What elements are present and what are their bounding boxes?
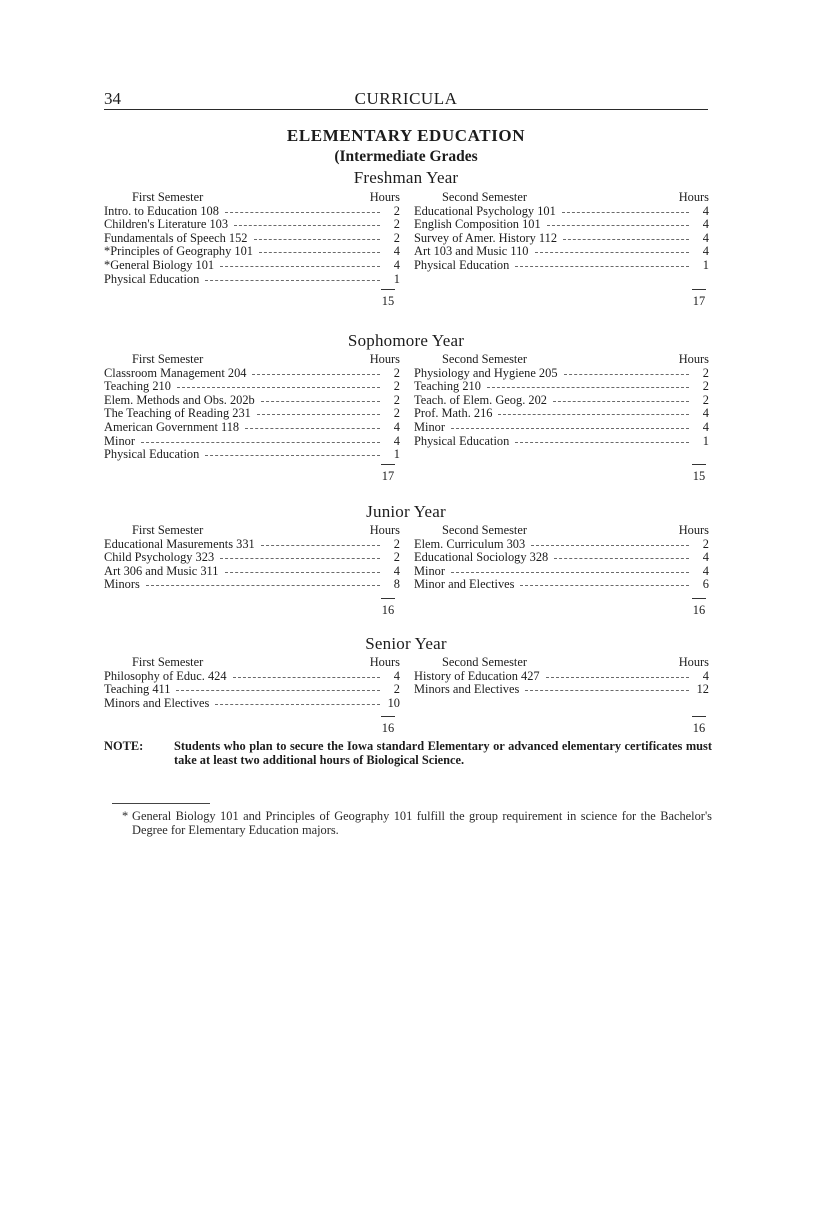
total-rule	[692, 289, 706, 290]
semester-label: First Semester	[132, 352, 204, 366]
course-hours: 4	[702, 231, 709, 245]
sophomore-second-semester	[414, 353, 709, 448]
course-row	[104, 273, 400, 287]
course-name: Minor	[414, 564, 445, 578]
semester-label: First Semester	[132, 190, 204, 204]
course-row	[414, 380, 709, 394]
hours-label: Hours	[369, 523, 400, 537]
course-name: Teaching 210	[104, 380, 171, 394]
hours-label: Hours	[678, 523, 709, 537]
course-row	[104, 394, 400, 408]
semester-header	[104, 191, 400, 205]
dot-leader	[451, 569, 689, 573]
course-name: Teaching 210	[414, 380, 481, 394]
dot-leader	[205, 452, 380, 456]
year-heading-sophomore: Sophomore Year	[347, 331, 465, 350]
running-head	[104, 89, 708, 110]
course-name: *Principles of Geography 101	[104, 245, 254, 259]
course-row	[104, 578, 400, 592]
hours-label: Hours	[678, 352, 709, 366]
senior-first-semester	[104, 656, 400, 710]
year-heading-senior: Senior Year	[365, 634, 447, 653]
course-hours: 2	[393, 218, 400, 232]
course-hours: 4	[702, 204, 709, 218]
course-row	[104, 421, 400, 435]
dot-leader	[146, 582, 380, 586]
course-name: Minors and Electives	[104, 696, 210, 710]
course-row	[414, 578, 709, 592]
note-label: NOTE:	[104, 739, 144, 753]
dot-leader	[252, 371, 380, 375]
course-row	[104, 670, 400, 684]
course-row	[414, 232, 709, 246]
dot-leader	[547, 222, 689, 226]
course-hours: 2	[702, 393, 709, 407]
course-hours: 8	[393, 578, 400, 592]
sophomore-first-semester	[104, 353, 400, 462]
course-name: Classroom Management 204	[104, 366, 247, 380]
course-hours: 1	[393, 448, 400, 462]
semester-label: Second Semester	[442, 352, 527, 366]
course-name: Philosophy of Educ. 424	[104, 669, 227, 683]
hours-label: Hours	[369, 655, 400, 669]
course-hours: 1	[393, 272, 400, 286]
course-hours: 2	[393, 393, 400, 407]
footnote-rule	[112, 803, 210, 804]
course-name: Fundamentals of Speech 152	[104, 231, 248, 245]
year-heading-junior: Junior Year	[366, 502, 446, 521]
course-hours: 1	[702, 258, 709, 272]
note-text: Students who plan to secure the Iowa standard Elementary or advanced elementary certificates must take at least two additional hours of Biological Science.	[174, 739, 712, 767]
total-hours: 15	[381, 294, 395, 308]
course-name: Child Psychology 323	[104, 551, 215, 565]
course-row	[104, 232, 400, 246]
semester-total	[679, 464, 719, 484]
course-hours: 4	[393, 258, 400, 272]
page-number: 34	[104, 89, 121, 108]
semester-label: Second Semester	[442, 655, 527, 669]
course-name: History of Education 427	[414, 669, 540, 683]
dot-leader	[520, 582, 689, 586]
junior-first-semester	[104, 524, 400, 592]
course-row	[414, 551, 709, 565]
dot-leader	[176, 687, 380, 691]
course-row	[104, 538, 400, 552]
course-hours: 4	[393, 669, 400, 683]
course-hours: 4	[702, 551, 709, 565]
total-hours: 16	[381, 603, 395, 617]
course-row	[414, 538, 709, 552]
dot-leader	[487, 384, 689, 388]
dot-leader	[233, 674, 380, 678]
course-hours: 10	[387, 696, 400, 710]
course-row	[414, 367, 709, 381]
course-hours: 2	[393, 537, 400, 551]
course-row	[104, 380, 400, 394]
dot-leader	[515, 439, 689, 443]
course-row	[414, 394, 709, 408]
course-name: Elem. Curriculum 303	[414, 537, 526, 551]
senior-second-semester	[414, 656, 709, 697]
note-paragraph	[104, 739, 712, 767]
course-row	[104, 218, 400, 232]
semester-header	[104, 524, 400, 538]
course-row	[104, 683, 400, 697]
semester-total	[368, 289, 408, 309]
course-name: Educational Sociology 328	[414, 551, 549, 565]
course-row	[414, 407, 709, 421]
course-hours: 4	[702, 407, 709, 421]
course-row	[414, 565, 709, 579]
semester-total	[368, 464, 408, 484]
semester-label: First Semester	[132, 523, 204, 537]
course-row	[414, 683, 709, 697]
course-hours: 2	[393, 231, 400, 245]
course-name: American Government 118	[104, 420, 240, 434]
course-name: Prof. Math. 216	[414, 407, 493, 421]
course-name: Physical Education	[104, 448, 200, 462]
course-name: Minor	[104, 434, 135, 448]
course-hours: 2	[702, 537, 709, 551]
course-hours: 2	[393, 551, 400, 565]
total-rule	[692, 464, 706, 465]
course-hours: 4	[702, 669, 709, 683]
course-row	[104, 435, 400, 449]
semester-total	[679, 716, 719, 736]
course-hours: 4	[702, 564, 709, 578]
course-hours: 12	[696, 683, 709, 697]
total-hours: 16	[692, 603, 706, 617]
course-hours: 4	[393, 434, 400, 448]
dot-leader	[225, 209, 380, 213]
year-heading-freshman: Freshman Year	[353, 168, 459, 187]
dot-leader	[257, 411, 380, 415]
dot-leader	[220, 555, 380, 559]
total-rule	[381, 716, 395, 717]
course-name: English Composition 101	[414, 218, 541, 232]
course-hours: 2	[393, 380, 400, 394]
dot-leader	[215, 701, 380, 705]
course-row	[104, 448, 400, 462]
total-rule	[381, 598, 395, 599]
course-name: Minors	[104, 578, 140, 592]
total-rule	[381, 464, 395, 465]
dot-leader	[515, 263, 689, 267]
course-name: Intro. to Education 108	[104, 204, 219, 218]
course-name: The Teaching of Reading 231	[104, 407, 251, 421]
course-row	[104, 205, 400, 219]
course-hours: 2	[393, 407, 400, 421]
course-hours: 4	[702, 420, 709, 434]
course-name: Teaching 411	[104, 683, 171, 697]
dot-leader	[261, 398, 380, 402]
course-name: Physical Education	[104, 272, 200, 286]
course-row	[104, 551, 400, 565]
course-hours: 4	[393, 564, 400, 578]
running-title: CURRICULA	[354, 89, 458, 108]
course-row	[414, 218, 709, 232]
dot-leader	[535, 249, 690, 253]
semester-total	[679, 598, 719, 618]
page-subtitle: (Intermediate Grades	[334, 148, 478, 165]
course-row	[104, 367, 400, 381]
total-hours: 15	[692, 469, 706, 483]
dot-leader	[141, 439, 380, 443]
page-title: ELEMENTARY EDUCATION	[286, 126, 526, 145]
course-hours: 6	[702, 578, 709, 592]
course-name: Art 103 and Music 110	[414, 245, 529, 259]
total-rule	[692, 716, 706, 717]
course-hours: 2	[393, 204, 400, 218]
dot-leader	[562, 209, 689, 213]
course-name: *General Biology 101	[104, 258, 215, 272]
course-row	[104, 259, 400, 273]
course-name: Minors and Electives	[414, 683, 520, 697]
semester-total	[368, 598, 408, 618]
course-row	[414, 435, 709, 449]
footnote	[122, 809, 712, 837]
freshman-second-semester	[414, 191, 709, 273]
total-rule	[381, 289, 395, 290]
hours-label: Hours	[678, 655, 709, 669]
dot-leader	[245, 425, 380, 429]
semester-header	[414, 656, 709, 670]
course-hours: 1	[702, 434, 709, 448]
course-hours: 4	[393, 245, 400, 259]
course-name: Children's Literature 103	[104, 218, 229, 232]
course-row	[414, 205, 709, 219]
course-hours: 2	[702, 380, 709, 394]
course-name: Minor and Electives	[414, 578, 515, 592]
course-hours: 4	[702, 245, 709, 259]
course-row	[104, 697, 400, 711]
dot-leader	[531, 542, 689, 546]
total-rule	[692, 598, 706, 599]
dot-leader	[205, 277, 380, 281]
footnote-mark: *	[122, 809, 129, 823]
course-name: Physiology and Hygiene 205	[414, 366, 558, 380]
hours-label: Hours	[369, 190, 400, 204]
semester-header	[104, 656, 400, 670]
semester-header	[414, 353, 709, 367]
dot-leader	[259, 249, 380, 253]
course-name: Physical Education	[414, 434, 510, 448]
course-name: Art 306 and Music 311	[104, 564, 219, 578]
semester-total	[679, 289, 719, 309]
course-row	[414, 259, 709, 273]
dot-leader	[225, 569, 381, 573]
dot-leader	[254, 236, 381, 240]
course-row	[414, 670, 709, 684]
footnote-text: General Biology 101 and Principles of Geography 101 fulfill the group requirement in science for the Bachelor's Degree for Elementary Education majors.	[132, 809, 712, 837]
dot-leader	[554, 555, 689, 559]
course-row	[104, 565, 400, 579]
course-hours: 2	[702, 366, 709, 380]
semester-total	[368, 716, 408, 736]
semester-header	[414, 191, 709, 205]
semester-label: First Semester	[132, 655, 204, 669]
dot-leader	[546, 674, 689, 678]
course-row	[414, 245, 709, 259]
semester-header	[104, 353, 400, 367]
course-row	[104, 407, 400, 421]
course-row	[414, 421, 709, 435]
total-hours: 17	[692, 294, 706, 308]
course-hours: 2	[393, 366, 400, 380]
course-hours: 4	[393, 420, 400, 434]
dot-leader	[498, 411, 689, 415]
dot-leader	[451, 425, 689, 429]
course-name: Educational Masurements 331	[104, 537, 255, 551]
dot-leader	[220, 263, 380, 267]
dot-leader	[564, 371, 689, 375]
dot-leader	[525, 687, 689, 691]
freshman-first-semester	[104, 191, 400, 286]
total-hours: 17	[381, 469, 395, 483]
dot-leader	[563, 236, 689, 240]
dot-leader	[234, 222, 380, 226]
semester-label: Second Semester	[442, 523, 527, 537]
hours-label: Hours	[369, 352, 400, 366]
course-name: Minor	[414, 420, 445, 434]
total-hours: 16	[692, 721, 706, 735]
dot-leader	[261, 542, 380, 546]
junior-second-semester	[414, 524, 709, 592]
course-name: Teach. of Elem. Geog. 202	[414, 393, 547, 407]
course-hours: 4	[702, 218, 709, 232]
semester-header	[414, 524, 709, 538]
total-hours: 16	[381, 721, 395, 735]
dot-leader	[553, 398, 689, 402]
semester-label: Second Semester	[442, 190, 527, 204]
course-row	[104, 245, 400, 259]
dot-leader	[177, 384, 380, 388]
course-name: Elem. Methods and Obs. 202b	[104, 393, 255, 407]
hours-label: Hours	[678, 190, 709, 204]
course-name: Physical Education	[414, 258, 510, 272]
course-hours: 2	[393, 683, 400, 697]
course-name: Survey of Amer. History 112	[414, 231, 558, 245]
course-name: Educational Psychology 101	[414, 204, 556, 218]
